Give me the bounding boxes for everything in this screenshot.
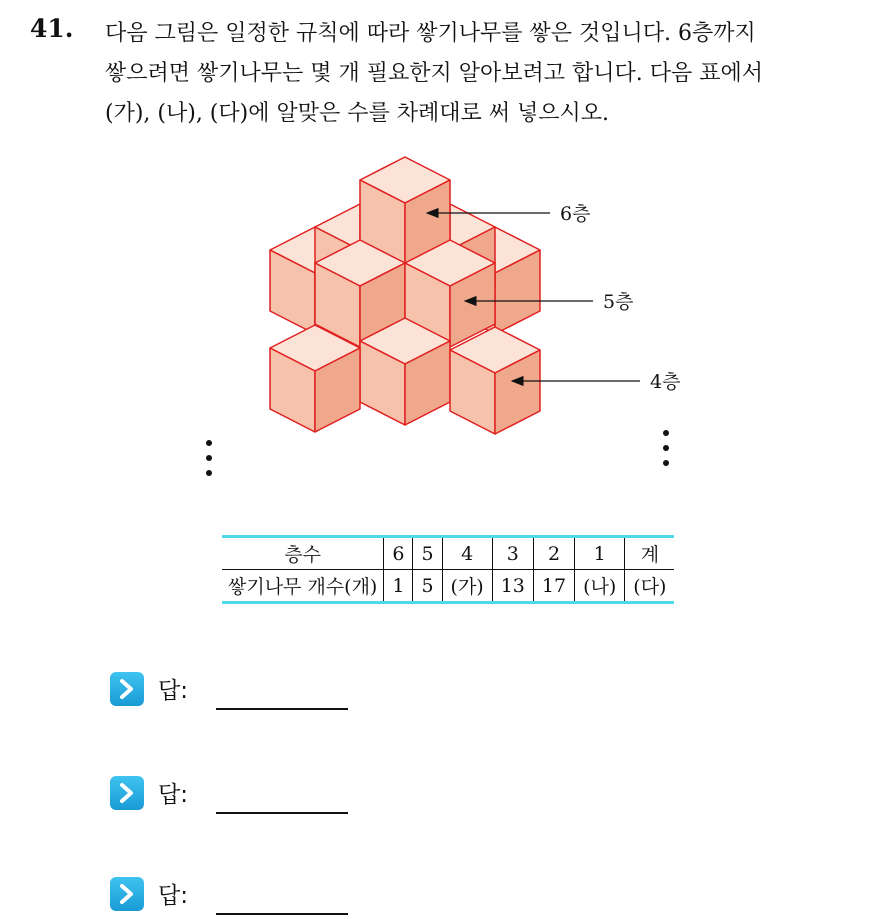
chevron-right-icon (110, 877, 144, 911)
table-cell: 3 (492, 537, 533, 570)
stacked-cubes-figure (200, 150, 720, 490)
label-layer4: 4층 (650, 371, 681, 393)
table-cell: (나) (575, 570, 625, 603)
layer-count-table (222, 535, 674, 604)
chevron-right-icon (110, 776, 144, 810)
answer-blank[interactable] (216, 812, 348, 814)
table-cell: 5 (413, 570, 442, 603)
table-cell: 계 (625, 537, 675, 570)
question-line-2: 쌓으려면 쌓기나무는 몇 개 필요한지 알아보려고 합니다. 다음 표에서 (105, 61, 763, 86)
table-cell: (다) (625, 570, 675, 603)
answer-label: 답: (158, 678, 188, 704)
table-cell: 쌓기나무 개수(개) (222, 570, 384, 603)
question-text (105, 14, 884, 134)
table-cell: 5 (413, 537, 442, 570)
table-cell: 층수 (222, 537, 384, 570)
cube-stack (270, 157, 540, 434)
table-cell: 1 (384, 570, 413, 603)
table-cell: 4 (442, 537, 492, 570)
answer-blank[interactable] (216, 708, 348, 710)
table-cell: 1 (575, 537, 625, 570)
table-cell: (가) (442, 570, 492, 603)
continuation-dots-right (663, 430, 669, 466)
question-line-1: 다음 그림은 일정한 규칙에 따라 쌓기나무를 쌓은 것입니다. 6층까지 (105, 21, 756, 46)
label-layer6: 6층 (560, 203, 591, 225)
stacked-cubes-diagram (200, 150, 720, 490)
answer-blank[interactable] (216, 913, 348, 915)
table-cell: 17 (533, 570, 574, 603)
answer-label: 답: (158, 782, 188, 808)
table-row-layers (222, 537, 674, 570)
label-layer5: 5층 (603, 291, 634, 313)
continuation-dots-left (206, 440, 212, 476)
chevron-right-icon (110, 672, 144, 706)
table-cell: 2 (533, 537, 574, 570)
table-row-counts (222, 570, 674, 603)
table-cell: 13 (492, 570, 533, 603)
question-number: 41. (30, 14, 74, 43)
answer-label: 답: (158, 883, 188, 909)
question-line-3: (가), (나), (다)에 알맞은 수를 차례대로 써 넣으시오. (105, 101, 609, 126)
table-cell: 6 (384, 537, 413, 570)
